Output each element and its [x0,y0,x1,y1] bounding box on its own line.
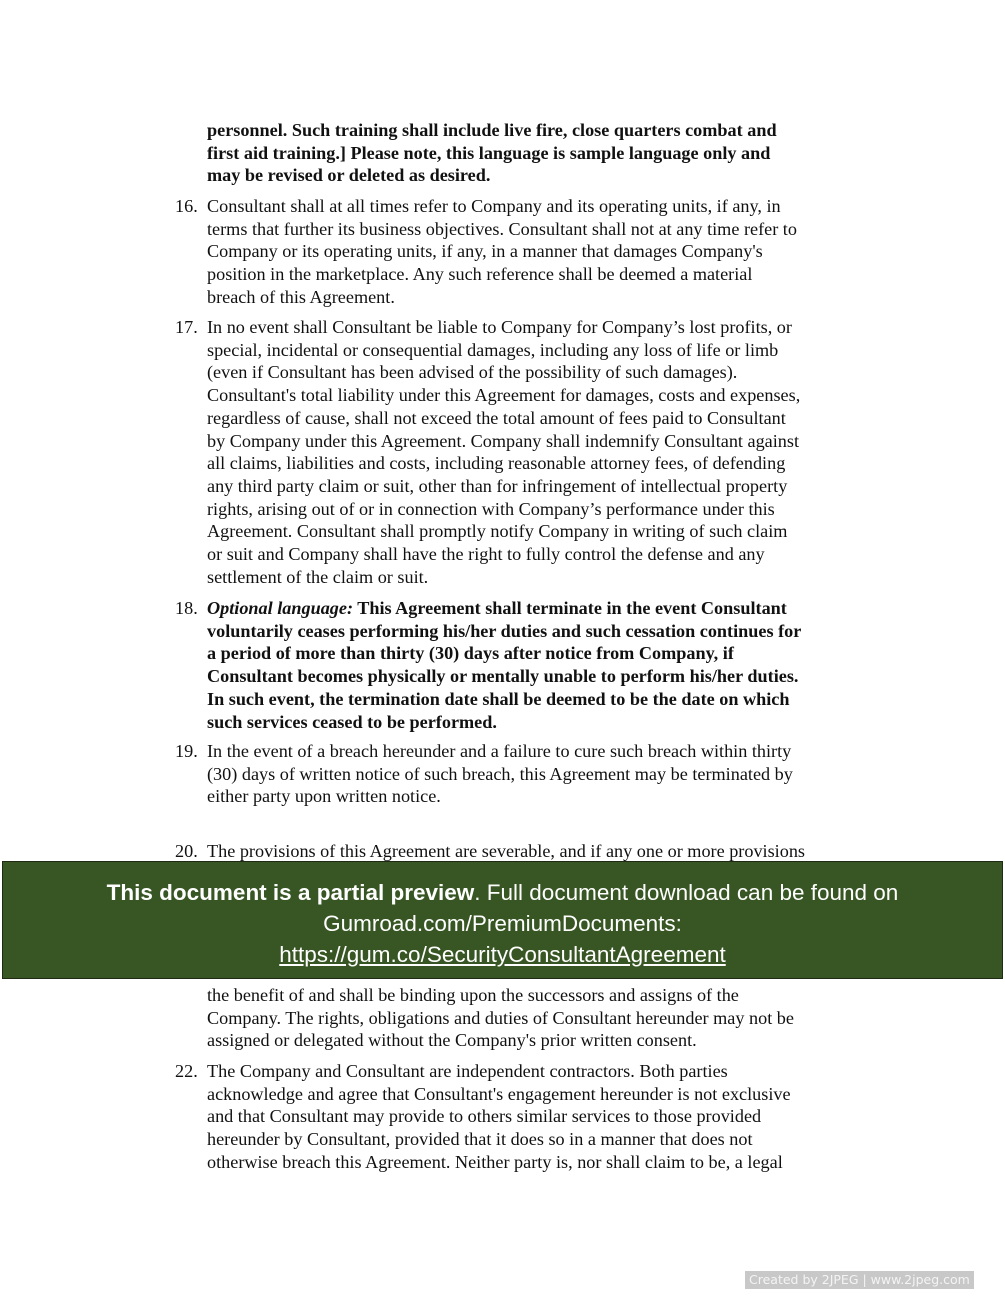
text-line: may be revised or deleted as desired. [207,165,491,186]
text-line: hereunder by Consultant, provided that it does so in a manner that does not [207,1129,753,1150]
text-line: In the event of a breach hereunder and a failure to cure such breach within thirty [207,741,792,761]
banner-line-2: Gumroad.com/PremiumDocuments: [323,911,682,936]
clause-21-continuation [207,984,867,1052]
text-line [207,597,867,620]
clause-number: 22. [175,1061,198,1081]
text-line: all claims, liabilities and costs, including reasonable attorney fees, of defending [207,453,786,474]
clause-19 [175,740,867,808]
banner-line-1 [3,877,1002,908]
text-line: In such event, the termination date shall be deemed to be the date on which [207,688,790,709]
text-line: settlement of the claim or suit. [207,566,429,587]
text-line: breach of this Agreement. [207,286,395,307]
text-line: (even if Consultant has been advised of the possibility of such damages). [207,362,738,383]
text-line: position in the marketplace. Any such reference shall be deemed a material [207,264,753,285]
clause-number: 20. [175,841,198,861]
text-line: Consultant shall at all times refer to Company and its operating units, if any, in [207,196,781,216]
text-line: by Company under this Agreement. Company shall indemnify Consultant against [207,430,800,451]
clause-22 [175,1060,867,1174]
text-line: Consultant becomes physically or mentally unable to perform his/her duties. [207,666,799,687]
text-line: otherwise breach this Agreement. Neither party is, nor shall claim to be, a legal [207,1151,783,1172]
text-line: or suit and Company shall have the right to fully control the defense and any [207,544,765,565]
clause-18 [175,597,867,733]
text-line: Agreement. Consultant shall promptly notify Company in writing of such claim [207,521,788,542]
clause-number: 16. [175,196,198,216]
text-line: Company. The rights, obligations and duties of Consultant hereunder may not be [207,1007,794,1028]
text-line: voluntarily ceases performing his/her duties and such cessation continues for [207,620,802,641]
text-line: Company or its operating units, if any, in a manner that damages Company's [207,241,763,262]
text-fragment: This Agreement shall terminate in the event Consultant [353,598,787,618]
optional-language-label: Optional language: [207,598,354,618]
text-line: personnel. Such training shall include live fire, close quarters combat and [207,120,777,140]
banner-text: . Full document download can be found on [474,880,899,905]
partial-preview-banner [2,861,1003,979]
clause-20 [175,840,867,863]
text-line: In no event shall Consultant be liable to Company for Company’s lost profits, or [207,317,792,337]
clause-15-continuation [207,119,867,187]
text-line: acknowledge and agree that Consultant's engagement hereunder is not exclusive [207,1083,791,1104]
clause-16 [175,195,867,309]
text-line: The Company and Consultant are independent contractors. Both parties [207,1061,728,1081]
clause-number: 17. [175,317,198,337]
clause-17 [175,316,867,588]
text-line: the benefit of and shall be binding upon the successors and assigns of the [207,985,739,1005]
text-line: and that Consultant may provide to others similar services to those provided [207,1106,762,1127]
text-line: rights, arising out of or in connection with Company’s performance under this [207,498,775,519]
text-line: The provisions of this Agreement are severable, and if any one or more provisions [207,841,806,861]
text-line: first aid training.] Please note, this language is sample language only and [207,142,771,163]
clause-number: 18. [175,598,198,618]
text-line: any third party claim or suit, other than for infringement of intellectual property [207,475,788,496]
text-line: regardless of cause, shall not exceed the total amount of fees paid to Consultant [207,407,786,428]
text-line: such services ceased to be performed. [207,711,497,732]
text-line: special, incidental or consequential damages, including any loss of life or limb [207,339,779,360]
text-line: Consultant's total liability under this Agreement for damages, costs and expenses, [207,385,801,406]
text-line: assigned or delegated without the Company's prior written consent. [207,1030,697,1051]
text-line: either party upon written notice. [207,786,441,807]
download-link[interactable]: https://gum.co/SecurityConsultantAgreement [279,942,726,967]
text-line: a period of more than thirty (30) days after notice from Company, if [207,643,734,664]
text-line: (30) days of written notice of such breach, this Agreement may be terminated by [207,763,793,784]
clause-number: 19. [175,741,198,761]
banner-bold-text: This document is a partial preview [106,880,475,905]
text-line: terms that further its business objectives. Consultant shall not at any time refer to [207,218,797,239]
watermark: Created by 2JPEG | www.2jpeg.com [745,1271,974,1289]
